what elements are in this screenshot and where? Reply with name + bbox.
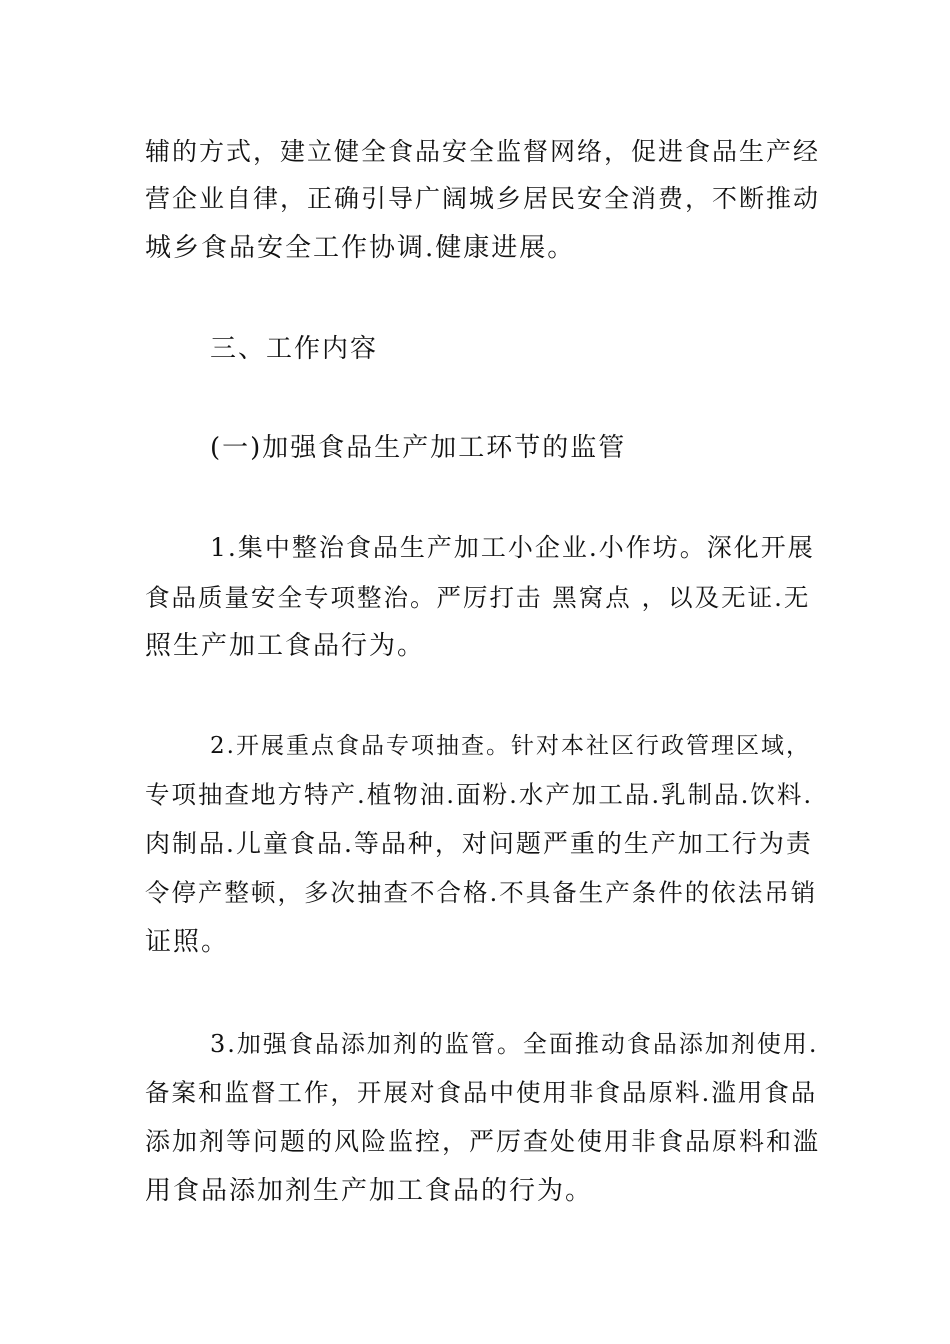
body-text-line: 3.加强食品添加剂的监管。全面推动食品添加剂使用. [210,1030,819,1058]
body-text-line: 备案和监督工作，开展对食品中使用非食品原料.滥用食品 [145,1078,818,1107]
body-text-line: 营企业自律，正确引导广阔城乡居民安全消费，不断推动 [145,184,821,213]
body-text-line: 令停产整顿，多次抽查不合格.不具备生产条件的依法吊销 [145,878,818,907]
section-heading: 三、工作内容 [210,334,379,364]
body-text-line: 肉制品.儿童食品.等品种，对问题严重的生产加工行为责 [145,829,813,858]
subsection-heading: (一)加强食品生产加工环节的监管 [210,433,627,463]
body-text-line: 证照。 [145,927,230,957]
body-text-line: 专项抽查地方特产.植物油.面粉.水产加工品.乳制品.饮料. [145,780,814,809]
body-text-line: 食品质量安全专项整治。严厉打击 黑窝点 ，以及无证.无 [145,583,811,612]
body-text-line: 照生产加工食品行为。 [145,631,426,661]
body-text-line: 添加剂等问题的风险监控，严厉查处使用非食品原料和滥 [145,1127,821,1156]
body-text-line: 用食品添加剂生产加工食品的行为。 [145,1176,594,1206]
body-text-line: 1.集中整治食品生产加工小企业.小作坊。深化开展 [210,533,815,562]
body-text-line: 2.开展重点食品专项抽查。针对本社区行政管理区域， [210,733,811,759]
body-text-line: 城乡食品安全工作协调.健康进展。 [145,233,576,263]
body-text-line: 辅的方式，建立健全食品安全监督网络，促进食品生产经 [145,137,821,166]
